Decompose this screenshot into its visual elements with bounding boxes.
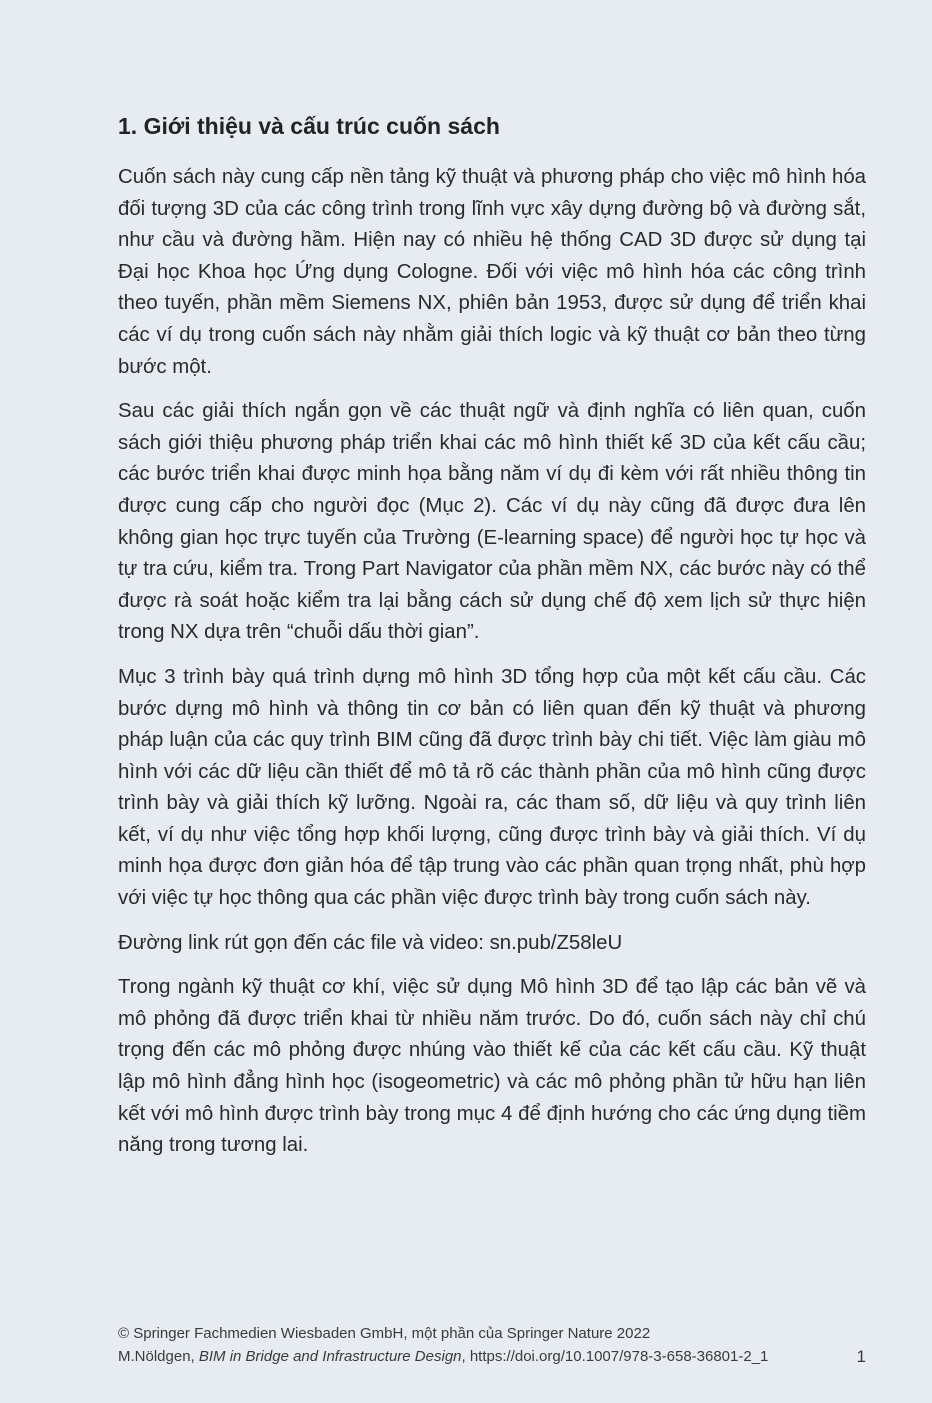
citation-line bbox=[118, 1345, 870, 1368]
paragraph-3: Mục 3 trình bày quá trình dựng mô hình 3D tổng hợp của một kết cấu cầu. Các bước dựng mô hình và thông tin cơ bản có liên quan đến kỹ thuật và phương pháp luận của các quy trình BIM cũng đã được trình bày chi tiết. Việc làm giàu mô hình với các dữ liệu cần thiết để mô tả rõ các thành phần của mô hình cũng được trình bày và giải thích kỹ lưỡng. Ngoài ra, các tham số, dữ liệu và quy trình liên kết, ví dụ như việc tổng hợp khối lượng, cũng được trình bày và giải thích. Ví dụ minh họa được đơn giản hóa để tập trung vào các phần quan trọng nhất, phù hợp với việc tự học thông qua các phần việc được trình bày trong cuốn sách này. bbox=[118, 665, 866, 910]
short-link-line: Đường link rút gọn đến các file và video: sn.pub/Z58leU bbox=[118, 931, 623, 954]
paragraph-1: Cuốn sách này cung cấp nền tảng kỹ thuật và phương pháp cho việc mô hình hóa đối tượng 3D của các công trình trong lĩnh vực xây dựng đường bộ và đường sắt, như cầu và đường hầm. Hiện nay có nhiều hệ thống CAD 3D được sử dụng tại Đại học Khoa học Ứng dụng Cologne. Đối với việc mô hình hóa các công trình theo tuyến, phần mềm Siemens NX, phiên bản 1953, được sử dụng để triển khai các ví dụ trong cuốn sách này nhằm giải thích logic và kỹ thuật cơ bản theo từng bước một. bbox=[118, 166, 866, 378]
copyright-line: © Springer Fachmedien Wiesbaden GmbH, một phần của Springer Nature 2022 bbox=[118, 1325, 651, 1342]
section-heading: 1. Giới thiệu và cấu trúc cuốn sách bbox=[118, 113, 500, 139]
citation-doi: , https://doi.org/10.1007/978-3-658-36801-2_1 bbox=[461, 1348, 769, 1365]
page-footer bbox=[118, 1322, 870, 1368]
page-number: 1 bbox=[856, 1347, 866, 1366]
citation-author: M.Nöldgen, bbox=[118, 1348, 199, 1365]
paragraph-2: Sau các giải thích ngắn gọn về các thuật ngữ và định nghĩa có liên quan, cuốn sách giới thiệu phương pháp triển khai các mô hình thiết kế 3D của kết cấu cầu; các bước triển khai được minh họa bằng năm ví dụ đi kèm với rất nhiều thông tin được cung cấp cho người đọc (Mục 2). Các ví dụ này cũng đã được đưa lên không gian học trực tuyến của Trường (E-learning space) để người học tự học và tự tra cứu, kiểm tra. Trong Part Navigator của phần mềm NX, các bước này có thể được rà soát hoặc kiểm tra lại bằng cách sử dụng chế độ xem lịch sử thực hiện trong NX dựa trên “chuỗi dấu thời gian”. bbox=[118, 400, 866, 644]
body-text bbox=[118, 162, 866, 1175]
paragraph-4: Trong ngành kỹ thuật cơ khí, việc sử dụng Mô hình 3D để tạo lập các bản vẽ và mô phỏng đã được triển khai từ nhiều năm trước. Do đó, cuốn sách này chỉ chú trọng đến các mô phỏng được nhúng vào thiết kế của các kết cấu cầu. Kỹ thuật lập mô hình đẳng hình học (isogeometric) và các mô phỏng phần tử hữu hạn liên kết với mô hình được trình bày trong mục 4 để định hướng cho các ứng dụng tiềm năng trong tương lai. bbox=[118, 976, 866, 1157]
citation-book-title: BIM in Bridge and Infrastructure Design bbox=[198, 1348, 462, 1365]
